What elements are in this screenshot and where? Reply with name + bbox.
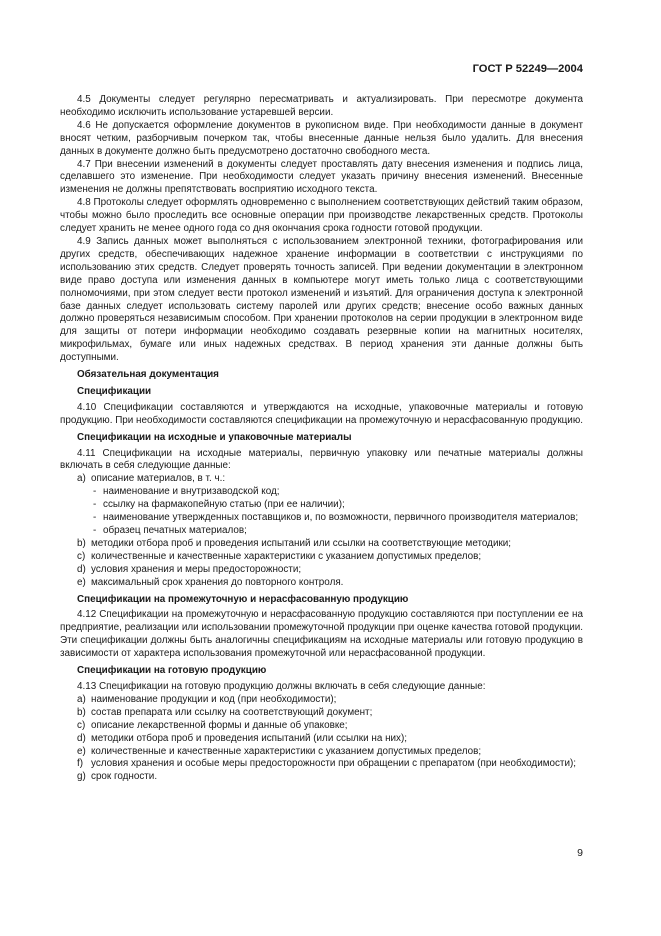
list-item-text: максимальный срок хранения до повторного контроля. <box>91 576 344 588</box>
heading-specifications: Спецификации <box>77 385 152 397</box>
list-subitem-4-11-a-1 <box>60 486 583 499</box>
list-marker: e) <box>77 576 86 588</box>
heading-mandatory-documentation: Обязательная документация <box>77 369 219 381</box>
list-marker: c) <box>77 550 86 562</box>
heading-specs-finished-product: Спецификации на готовую продукцию <box>77 665 267 677</box>
list-marker: e) <box>77 745 86 757</box>
list-item-text: срок годности. <box>91 771 158 783</box>
list-subitem-4-11-a-4 <box>60 525 583 538</box>
paragraph-4-12: 4.12 Спецификации на промежуточную и нерасфасованную продукцию составляются при поступлении ее на предприятие, реализации или использовании промежуточной продукции при оценке качества готовой продукции. Эти спецификации должны быть аналогичны спецификациям на исходные материалы или готовую продукцию в зависимости от характера использования промежуточной или нерасфасованной продукции. <box>60 609 583 660</box>
heading-specs-raw-materials: Спецификации на исходные и упаковочные материалы <box>77 431 352 443</box>
list-marker: а) <box>77 693 86 705</box>
list-item-4-11-b <box>60 538 583 551</box>
list-item-4-13-c <box>60 720 583 733</box>
list-item-text: описание материалов, в т. ч.: <box>91 473 226 485</box>
list-item-4-13-b <box>60 707 583 720</box>
list-item-text: наименование и внутризаводской код; <box>103 486 280 498</box>
document-body <box>60 94 583 784</box>
list-item-text: методики отбора проб и проведения испытаний или ссылки на соответствующие методики; <box>91 537 512 549</box>
list-item-text: состав препарата или ссылку на соответствующий документ; <box>91 706 373 718</box>
document-standard-header: ГОСТ Р 52249—2004 <box>472 63 583 75</box>
list-marker: g) <box>77 771 86 783</box>
list-item-4-13-e <box>60 746 583 759</box>
paragraph-4-13: 4.13 Спецификации на готовую продукцию должны включать в себя следующие данные: <box>77 680 486 692</box>
paragraph-4-5: 4.5 Документы следует регулярно пересматривать и актуализировать. При пересмотре документа необходимо исключить использование устаревшей версии. <box>60 94 583 118</box>
list-marker: - <box>93 499 97 511</box>
list-item-4-13-a <box>60 694 583 707</box>
paragraph-4-8: 4.8 Протоколы следует оформлять одновременно с выполнением соответствующих действий таким образом, чтобы можно было проследить все основные операции при производстве лекарственных средств. Протоколы следует хранить не менее одного года со дня окончания срока годности готовой продукции. <box>60 197 583 235</box>
list-item-4-11-e <box>60 577 583 590</box>
list-item-text: ссылку на фармакопейную статью (при ее наличии); <box>103 499 345 511</box>
paragraph-4-11: 4.11 Спецификации на исходные материалы, первичную упаковку или печатные материалы должны включать в себя следующие данные: <box>60 447 583 472</box>
list-marker: d) <box>77 563 86 575</box>
list-item-4-11-a <box>60 473 583 486</box>
list-item-text: количественные и качественные характеристики с указанием допустимых пределов; <box>91 550 482 562</box>
paragraph-4-10: 4.10 Спецификации составляются и утверждаются на исходные, упаковочные материалы и готовую продукцию. При необходимости составляются спецификации на промежуточную и нерасфасованную продукцию. <box>60 401 583 426</box>
list-marker: b) <box>77 537 86 549</box>
list-marker: - <box>93 486 97 498</box>
list-marker: c) <box>77 719 86 731</box>
list-item-text: условия хранения и меры предосторожности; <box>91 563 302 575</box>
list-item-4-13-g <box>60 771 583 784</box>
paragraph-4-9: 4.9 Запись данных может выполняться с использованием электронной техники, фотографирования или других средств, обеспечивающих надежное хранение информации в соответствии с инструкциями по использованию этих средств. Следует проверять точность записей. При ведении документации в электронном виде право доступа или изменения данных в компьютере могут иметь только лица с соответствующими полномочиями, при этом следует вести протокол изменений и изъятий. Для ограничения доступа к электронной базе данных следует использовать систему паролей или других средств; внесение особо важных данных должно проверяться независимым способом. При хранении протоколов на серии продукции в электронном виде для защиты от потери информации необходимо создавать резервные копии на магнитных носителях, микрофильмах, бумаге или иных надежных средствах. В период хранения эти данные должны быть доступными. <box>60 235 583 364</box>
list-item-4-13-f <box>60 758 583 771</box>
heading-specs-intermediate: Спецификации на промежуточную и нерасфасованную продукцию <box>77 593 409 605</box>
list-item-text: методики отбора проб и проведения испытаний (или ссылки на них); <box>91 732 408 744</box>
list-item-4-13-d <box>60 733 583 746</box>
paragraph-4-7: 4.7 При внесении изменений в документы следует проставлять дату внесения изменения и подпись лица, сделавшего это изменение. При необходимости следует указать причину внесения изменений. Внесенные изменения не должны препятствовать восприятию исходного текста. <box>60 158 583 196</box>
list-item-text: наименование продукции и код (при необходимости); <box>91 693 337 705</box>
list-item-text: условия хранения и особые меры предосторожности при обращении с препаратом (при необходимости); <box>91 758 577 770</box>
list-marker: b) <box>77 706 86 718</box>
page-number: 9 <box>577 847 583 859</box>
list-marker: - <box>93 512 97 524</box>
list-marker: f) <box>77 758 84 770</box>
list-subitem-4-11-a-2 <box>60 499 583 512</box>
list-marker: - <box>93 525 97 536</box>
list-item-text: образец печатных материалов; <box>103 525 247 536</box>
list-item-4-11-c <box>60 551 583 564</box>
list-item-4-11-d <box>60 564 583 577</box>
list-marker: d) <box>77 732 86 744</box>
paragraph-4-6: 4.6 Не допускается оформление документов в рукописном виде. При необходимости данные в документ вносят четким, разборчивым почерком так, чтобы внесенные данные нельзя было удалить. Для внесения данных в документе должно быть предусмотрено достаточно свободного места. <box>60 119 583 157</box>
list-subitem-4-11-a-3 <box>60 512 583 525</box>
list-marker: а) <box>77 473 86 485</box>
list-item-text: описание лекарственной формы и данные об упаковке; <box>91 719 348 731</box>
list-item-text: наименование утвержденных поставщиков и, по возможности, первичного производителя материалов; <box>103 512 579 524</box>
list-item-text: количественные и качественные характеристики с указанием допустимых пределов; <box>91 745 482 757</box>
